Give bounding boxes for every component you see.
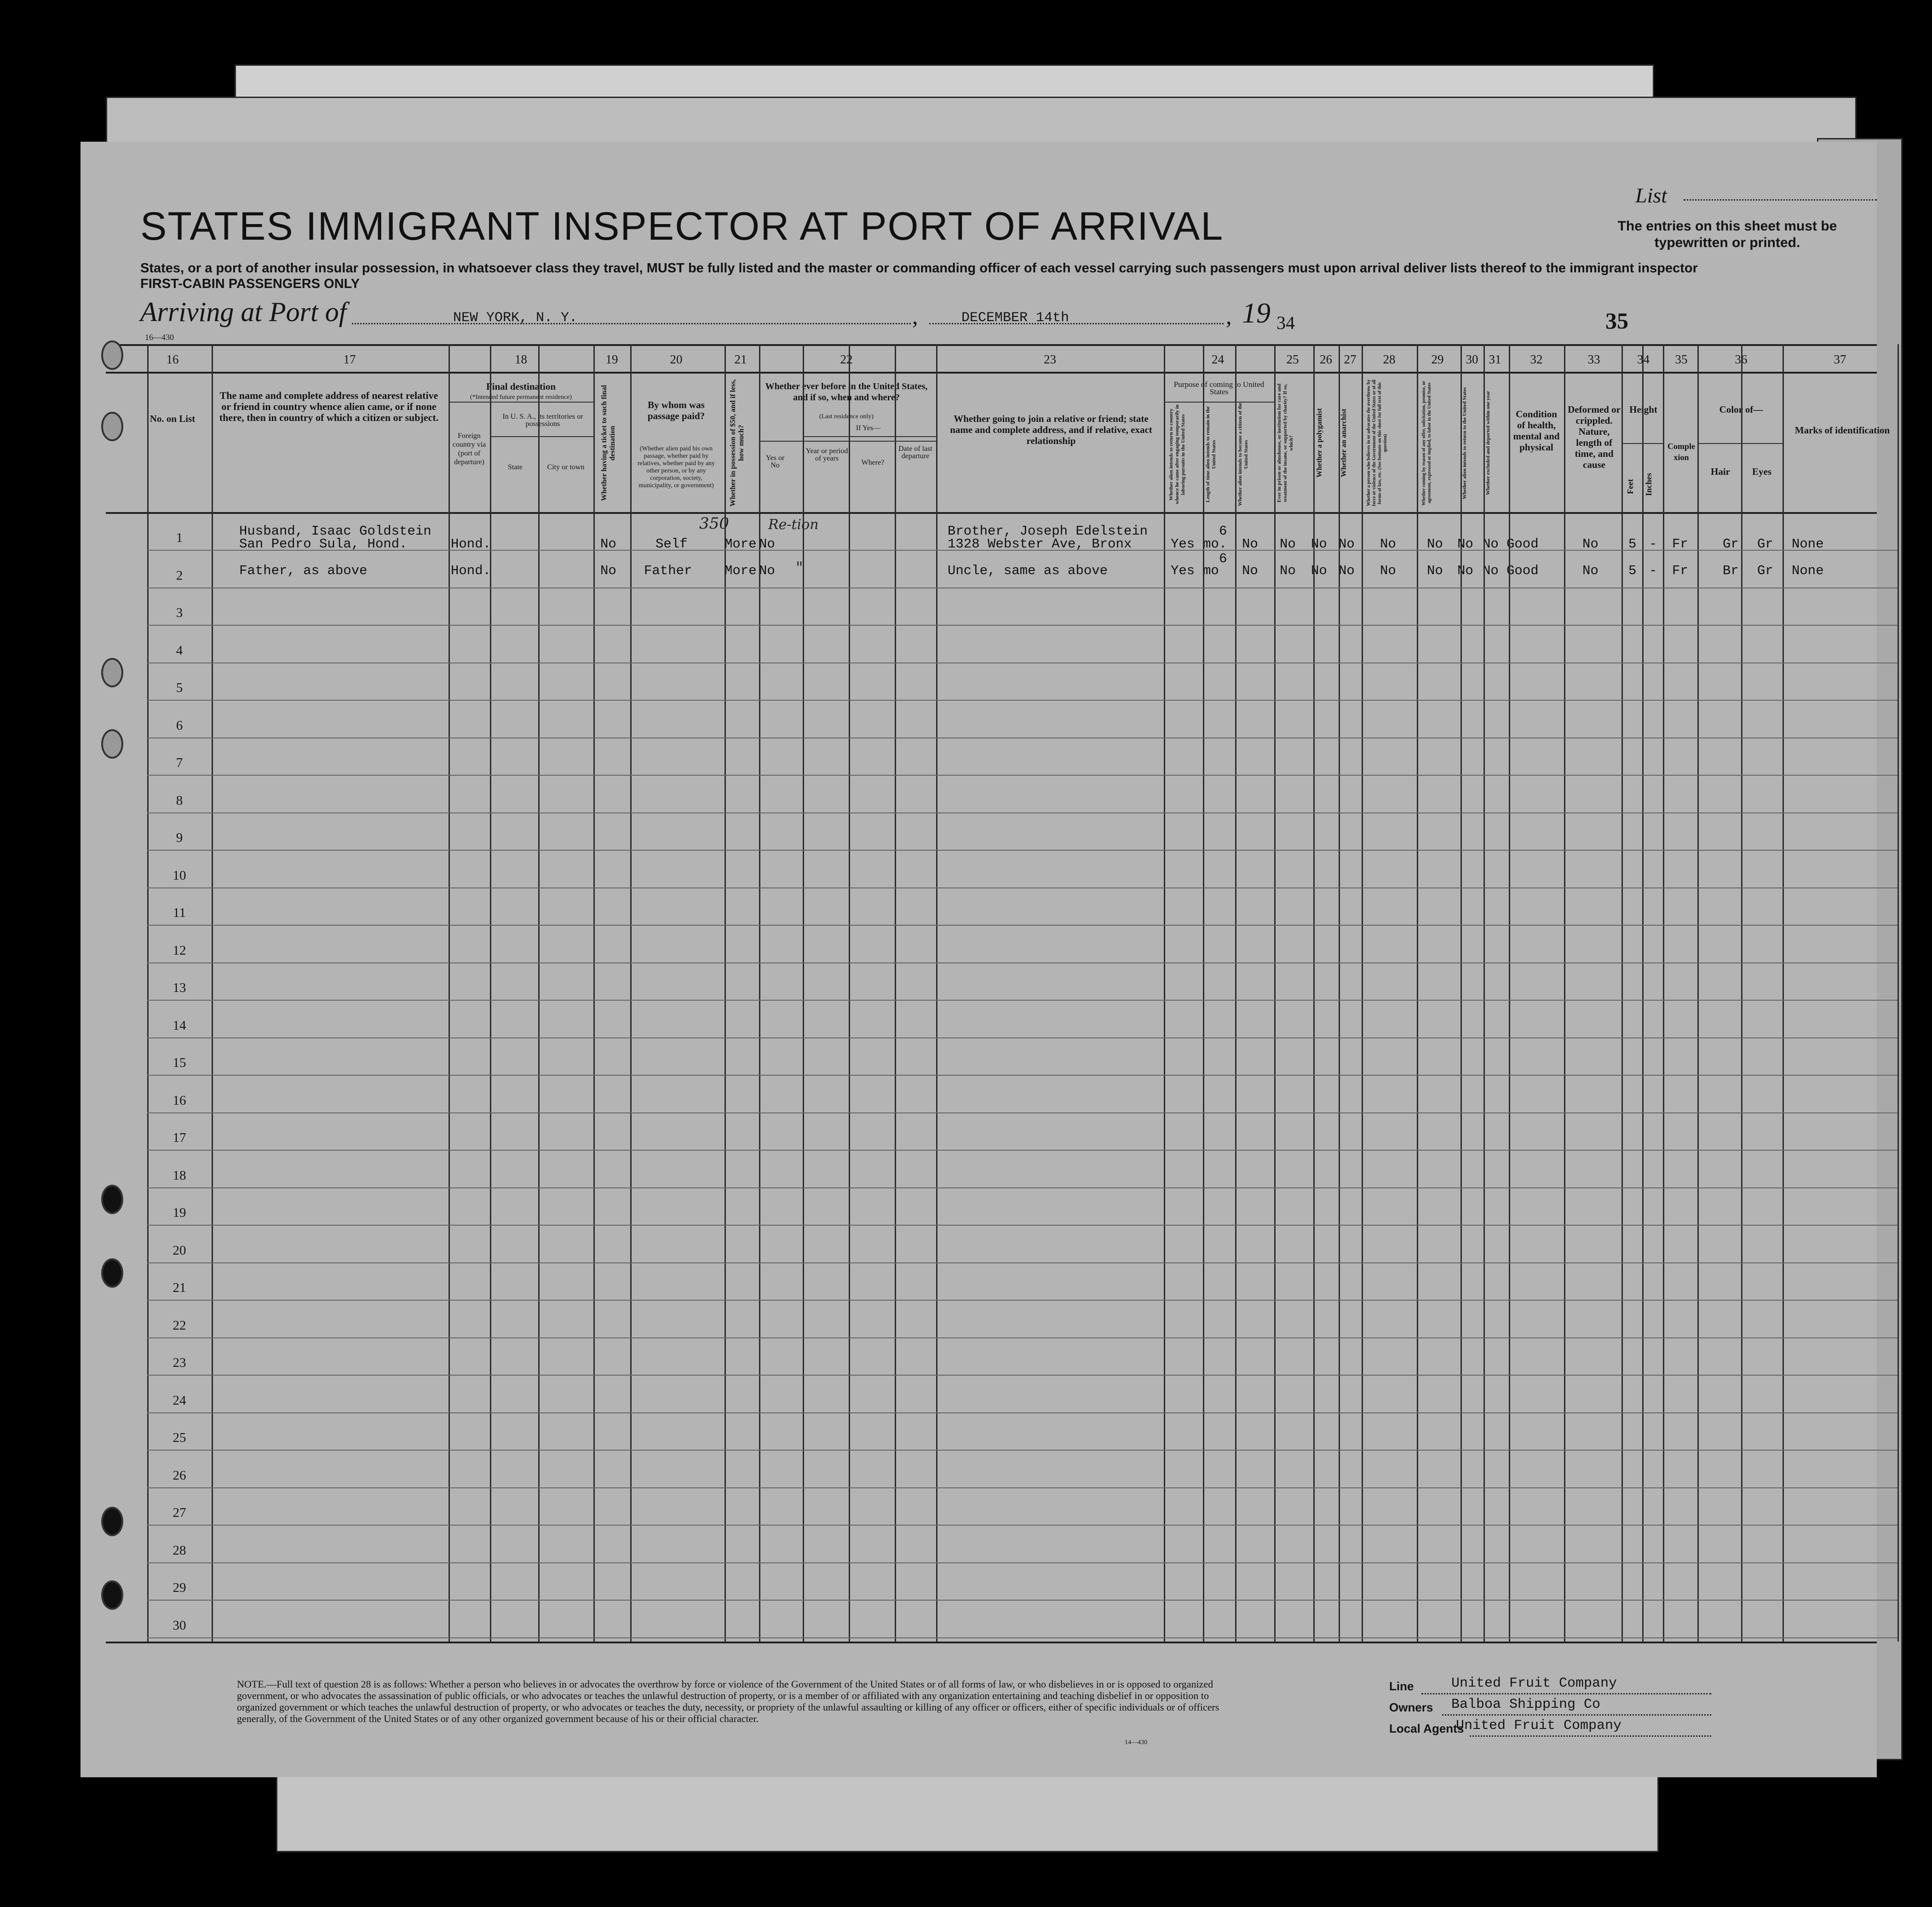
entry1-health: Good <box>1506 536 1539 552</box>
header-marks: Marks of identification <box>1794 425 1890 436</box>
row-number: 7 <box>176 755 183 770</box>
rule-top <box>106 344 1877 346</box>
header-date-departure: Date of last departure <box>898 445 932 460</box>
table-row-rule <box>147 1037 1898 1038</box>
page-number: 35 <box>1605 308 1628 334</box>
row-number: 9 <box>176 830 183 845</box>
entry2-foreign-country: Hond. <box>451 563 491 578</box>
header-labor-offer: Whether coming by reason of any offer, solicitation, promise, or agreement, expressed or implied, to labor in the United States <box>1421 380 1432 506</box>
colnum: 23 <box>1044 352 1056 366</box>
column-rule <box>803 344 804 1642</box>
table-row-rule <box>147 1187 1898 1188</box>
header-hair: Hair <box>1711 466 1730 477</box>
colnum: 31 <box>1489 352 1501 366</box>
table-row-rule <box>147 887 1898 888</box>
colnum: 16 <box>166 352 179 366</box>
entry1-anarchist: No <box>1339 536 1355 552</box>
table-row-rule <box>147 550 1898 551</box>
binder-hole <box>101 340 123 370</box>
table-row-rule <box>147 1300 1898 1301</box>
row-number: 11 <box>173 905 186 920</box>
column-rule <box>630 344 632 1642</box>
entry2-overthrow: No <box>1380 563 1396 578</box>
port-value: NEW YORK, N. Y. <box>453 310 578 326</box>
list-label: List <box>1635 184 1668 207</box>
entry1-paid-by: Self <box>656 536 688 552</box>
entry1-overthrow: No <box>1380 536 1396 552</box>
list-number-line <box>1684 199 1877 201</box>
entry2-complexion: Fr <box>1672 563 1688 578</box>
entry1-joining-line2: 1328 Webster Ave, Bronx <box>948 536 1132 552</box>
header-relative-address: The name and complete address of nearest relative or friend in country whence alien came, or if none there, then in country of which a citizen or subject. <box>219 390 439 423</box>
instruction-line-1: States, or a port of another insular possession, in whatsoever class they travel, MUST be fully listed and the master or commanding officer of each vessel carrying such passengers must upon arrival deliver lists thereof to the immigrant inspector <box>140 261 1698 276</box>
entry1-citizen: No <box>1242 536 1258 552</box>
header-purpose-citizen: Whether alien intends to become a citizen of the United States <box>1237 403 1249 507</box>
column-rule <box>1339 344 1340 1642</box>
row-number: 14 <box>172 1018 186 1033</box>
row-number: 23 <box>172 1355 186 1370</box>
table-row-rule <box>147 1637 1898 1638</box>
header-state: State <box>508 463 523 471</box>
entry1-purpose-return: Yes <box>1171 536 1195 552</box>
column-rule <box>1697 344 1699 1642</box>
header-passage-paid: By whom was passage paid? <box>647 399 705 421</box>
binder-hole <box>101 1258 123 1288</box>
header-if-yes: If Yes— <box>856 424 881 432</box>
header-final-destination-sub: (*Intended future permanent residence) <box>470 394 572 401</box>
header-feet: Feet <box>1626 479 1635 495</box>
table-row-rule <box>147 1150 1898 1151</box>
typewritten-note: The entries on this sheet must be typewritten or printed. <box>1617 219 1837 250</box>
table-row-rule <box>147 850 1898 851</box>
row-number: 16 <box>172 1093 186 1108</box>
row-number: 30 <box>172 1618 186 1633</box>
header-ticket: Whether having a ticket to such final destination <box>600 385 616 501</box>
colnum: 30 <box>1466 352 1478 366</box>
header-sub-rule <box>1697 443 1782 444</box>
entry2-eyes: Gr <box>1757 563 1773 578</box>
column-rule <box>1509 344 1510 1642</box>
line-label: Line <box>1389 1679 1414 1693</box>
column-rule <box>1782 344 1784 1642</box>
table-row-rule <box>147 737 1898 738</box>
column-rule <box>1622 344 1623 1642</box>
entry1-hair: Gr <box>1723 536 1739 552</box>
entry2-relative-line1: Father, as above <box>239 563 368 578</box>
column-rule <box>448 344 450 1642</box>
entry1-joining-line1: Brother, Joseph Edelstein <box>948 524 1148 539</box>
row-number: 27 <box>172 1505 186 1520</box>
entry2-purpose-return: Yes <box>1171 563 1195 578</box>
binder-hole <box>101 658 123 687</box>
entry2-length-unit: mo <box>1203 563 1219 578</box>
entry1-polygamist: No <box>1311 536 1327 552</box>
header-complexion: Complexion <box>1668 442 1695 462</box>
manifest-table <box>106 344 1890 1648</box>
row-number: 15 <box>172 1055 186 1070</box>
column-rule <box>724 344 726 1642</box>
local-agents-value: United Fruit Company <box>1456 1718 1622 1734</box>
line-underline <box>1421 1693 1711 1694</box>
column-rule <box>1642 344 1644 1642</box>
row-number: 19 <box>172 1205 186 1220</box>
row-number: 28 <box>172 1543 186 1558</box>
table-row-rule <box>147 1450 1898 1451</box>
header-final-destination: Final destination <box>486 381 556 392</box>
entry1-prison: No <box>1280 536 1296 552</box>
row-number: 1 <box>176 530 183 545</box>
colnum: 20 <box>670 352 683 366</box>
entry2-citizen: No <box>1242 563 1258 578</box>
entry2-height-inches: - <box>1649 563 1657 578</box>
row-number: 5 <box>176 680 183 695</box>
table-row-rule <box>147 925 1898 926</box>
footnote-form-code: 14—430 <box>1125 1739 1147 1746</box>
table-row-rule <box>147 1337 1898 1338</box>
entry2-height-feet: 5 <box>1628 563 1637 578</box>
column-rule <box>895 344 896 1642</box>
year-prefix: 19 <box>1242 298 1271 329</box>
header-where: Where? <box>861 459 885 467</box>
header-sub-rule <box>1622 443 1663 444</box>
header-overthrow: Whether a person who believes in or advocates the overthrow by force or violence of the Government of the United States or of all forms of law, etc. (See footnote on this sheet for full text of this question) <box>1366 380 1388 507</box>
header-ever-before-sub: (Last residence only) <box>819 413 874 420</box>
column-rule <box>1164 344 1165 1642</box>
table-row-rule <box>147 1225 1898 1226</box>
colnum: 21 <box>734 352 747 366</box>
entry1-eyes: Gr <box>1757 536 1773 552</box>
table-row-rule <box>147 812 1898 813</box>
entry1-height-feet: 5 <box>1628 536 1637 552</box>
entry1-ever-before-note: Re-tion <box>768 517 819 533</box>
header-purpose: Purpose of coming to United States <box>1173 380 1265 396</box>
binder-hole <box>101 1185 123 1214</box>
colnum: 25 <box>1286 352 1299 366</box>
header-deformed: Deformed or crippled. Nature, length of time, and cause <box>1568 404 1621 470</box>
row-number: 21 <box>172 1280 186 1295</box>
entry2-excluded: No <box>1483 563 1499 578</box>
colnum: 35 <box>1675 352 1688 366</box>
header-inches: Inches <box>1644 473 1653 496</box>
table-row-rule <box>147 625 1898 626</box>
colnum: 34 <box>1637 352 1650 366</box>
form-title: STATES IMMIGRANT INSPECTOR AT PORT OF ARRIVAL <box>140 204 1224 248</box>
entry2-ever-before-note: " <box>796 559 803 577</box>
entry2-joining-line1: Uncle, same as above <box>948 563 1108 578</box>
column-rule <box>1663 344 1664 1642</box>
table-row-rule <box>147 1262 1898 1263</box>
header-sub-rule <box>448 402 593 403</box>
entry2-health: Good <box>1506 563 1539 578</box>
entry2-marks: None <box>1792 563 1824 578</box>
column-rule <box>593 344 595 1642</box>
row-number: 26 <box>172 1468 186 1483</box>
header-prison: Ever in prison or almshouse, or institution for care and treatment of the insane, or supported by charity? If so, which? <box>1276 383 1294 503</box>
entry2-labor-offer: No <box>1427 563 1443 578</box>
year-suffix: 34 <box>1276 312 1295 333</box>
header-height: Height <box>1629 404 1657 415</box>
entry1-relative-line1: Husband, Isaac Goldstein <box>239 524 431 539</box>
table-row-rule <box>147 1375 1898 1376</box>
entry1-relative-line2: San Pedro Sula, Hond. <box>239 536 408 552</box>
table-row-rule <box>147 700 1898 701</box>
table-row-rule <box>147 1600 1898 1601</box>
entry2-length-num: 6 <box>1219 551 1227 566</box>
header-fifty-dollars: Whether in possession of $50, and if less, how much? <box>729 379 745 507</box>
header-ever-before: Whether ever before in the United States, and if so, when and where? <box>765 381 928 403</box>
form-code: 16—430 <box>145 333 174 342</box>
header-purpose-return: Whether alien intends to return to country whence he came after engaging temporarily in laboring pursuits in the United States <box>1168 404 1186 505</box>
colnum: 18 <box>515 352 527 366</box>
row-number: 24 <box>172 1393 186 1408</box>
row-number: 6 <box>176 718 183 733</box>
row-number: 17 <box>172 1130 186 1145</box>
row-number: 22 <box>172 1318 186 1333</box>
owners-underline <box>1442 1714 1711 1716</box>
entry2-ever-before: No <box>759 563 775 578</box>
header-year-period: Year or period of years <box>805 447 848 462</box>
table-row-rule <box>147 1075 1898 1076</box>
binder-hole <box>101 1580 123 1610</box>
rule-colnum <box>106 372 1877 374</box>
entry2-money: More <box>724 563 757 578</box>
arriving-label: Arriving at Port of <box>140 297 347 327</box>
column-rule <box>1313 344 1315 1642</box>
entry1-marks: None <box>1792 536 1824 552</box>
row-number: 20 <box>172 1243 186 1258</box>
entry2-anarchist: No <box>1339 563 1355 578</box>
colnum: 29 <box>1431 352 1444 366</box>
entry1-ticket: No <box>600 536 616 552</box>
entry1-excluded: No <box>1483 536 1499 552</box>
owners-value: Balboa Shipping Co <box>1451 1697 1601 1712</box>
colnum: 33 <box>1587 352 1600 366</box>
column-rule <box>538 344 540 1642</box>
entry2-hair: Br <box>1723 563 1739 578</box>
owners-label: Owners <box>1389 1700 1433 1714</box>
entry1-length-num: 6 <box>1219 524 1227 539</box>
date-value: DECEMBER 14th <box>961 310 1070 326</box>
table-row-rule <box>147 775 1898 776</box>
entry1-foreign-country: Hond. <box>451 536 491 552</box>
header-joining: Whether going to join a relative or friend; state name and complete address, and if relative, exact relationship <box>950 413 1152 446</box>
column-rule <box>490 344 491 1642</box>
colnum: 36 <box>1735 352 1748 366</box>
header-eyes: Eyes <box>1752 466 1771 477</box>
row-number: 3 <box>176 605 183 620</box>
table-row-rule <box>147 1487 1898 1488</box>
row-number: 4 <box>176 643 183 658</box>
entry1-ever-before: No <box>759 536 775 552</box>
entry1-complexion: Fr <box>1672 536 1688 552</box>
header-polygamist: Whether a polygamist <box>1316 408 1323 478</box>
entry1-labor-offer: No <box>1427 536 1443 552</box>
colnum: 37 <box>1834 352 1846 366</box>
local-agents-label: Local Agents <box>1389 1722 1464 1735</box>
instructions <box>140 260 1698 292</box>
entry2-polygamist: No <box>1311 563 1327 578</box>
column-rule <box>1460 344 1462 1642</box>
row-number: 18 <box>172 1168 186 1183</box>
column-rule <box>1484 344 1485 1642</box>
column-rule <box>1898 344 1899 1642</box>
colnum: 26 <box>1320 352 1332 366</box>
entry2-paid-by: Father <box>644 563 692 578</box>
entry1-money-note: 350 <box>699 514 729 533</box>
table-row-rule <box>147 1525 1898 1526</box>
column-rule <box>1417 344 1418 1642</box>
colnum: 19 <box>605 352 618 366</box>
entry1-money: More <box>724 536 757 552</box>
manifest-sheet <box>80 142 1890 1777</box>
entry1-deformed: No <box>1582 536 1598 552</box>
footnote-question-28: NOTE.—Full text of question 28 is as follows: Whether a person who believes in or advocates the overthrow by force or violence of the Government of the United States or of all forms of law, or who disbelieves in or is opposed to organized government, or who advocates the assassination of public officials, or who advocates or teaches the unlawful destruction of property, or is a member of or affiliated with any organization entertaining and teaching disbelief in or opposition to organized government or which teaches the unlawful destruction of property, or who advocates or teaches the duty, necessity, or propriety of the unlawful assaulting or killing of any officer or officers, either of specific individuals or of officers generally, of the Government of the United States or of any other organized government because of his or their official character. <box>237 1678 1219 1724</box>
row-number: 25 <box>172 1430 186 1445</box>
header-sub-rule <box>803 436 936 437</box>
header-no-on-list: No. on List <box>150 413 196 424</box>
header-anarchist: Whether an anarchist <box>1340 409 1348 478</box>
column-rule <box>759 344 760 1642</box>
entry2-deformed: No <box>1582 563 1598 578</box>
binder-hole <box>101 412 123 441</box>
column-rule <box>1274 344 1276 1642</box>
row-number: 2 <box>176 568 183 583</box>
colnum: 17 <box>343 352 356 366</box>
column-rule <box>1564 344 1565 1642</box>
binder-hole <box>101 1507 123 1536</box>
header-sub-rule <box>759 441 936 442</box>
header-yes-no: Yes or No <box>765 454 785 469</box>
entry1-return-us: No <box>1457 536 1473 552</box>
colnum: 22 <box>840 352 853 366</box>
header-sub-rule <box>490 436 593 437</box>
column-rule <box>1203 344 1204 1642</box>
rule-header-bottom <box>106 512 1877 514</box>
line-value: United Fruit Company <box>1451 1676 1617 1691</box>
header-city: City or town <box>547 463 585 471</box>
local-agents-underline <box>1470 1735 1711 1737</box>
column-rule <box>1362 344 1363 1642</box>
entry2-return-us: No <box>1457 563 1473 578</box>
table-row-rule <box>147 1412 1898 1413</box>
entry2-prison: No <box>1280 563 1296 578</box>
entry2-ticket: No <box>600 563 616 578</box>
row-number: 13 <box>172 980 186 995</box>
row-number: 12 <box>172 943 186 958</box>
table-row-rule <box>147 962 1898 963</box>
row-number: 10 <box>172 868 186 883</box>
colnum: 28 <box>1383 352 1396 366</box>
header-usa: In U. S. A., its territories or possessions <box>502 413 583 428</box>
instruction-line-2: FIRST-CABIN PASSENGERS ONLY <box>140 277 360 291</box>
column-rule <box>1235 344 1236 1642</box>
header-color-of: Color of— <box>1719 404 1763 415</box>
entry1-length-unit: mo. <box>1203 536 1227 552</box>
column-rule <box>849 344 850 1642</box>
comma-separator: , <box>1226 303 1232 329</box>
entry1-height-inches: - <box>1649 536 1657 552</box>
comma-separator: , <box>912 303 918 329</box>
binder-hole <box>101 729 123 759</box>
header-passage-paid-sub: (Whether alien paid his own passage, whether paid by relatives, whether paid by any other person, or by any corporation, society, municipality, or government) <box>637 445 715 489</box>
column-rule <box>1741 344 1742 1642</box>
header-sub-rule <box>1164 402 1274 403</box>
row-number: 29 <box>172 1580 186 1595</box>
header-foreign-country: Foreign country via (port of departure) <box>452 432 486 466</box>
rule-bottom <box>106 1642 1877 1643</box>
header-excluded: Whether excluded and deported within one year <box>1485 391 1491 495</box>
colnum: 27 <box>1344 352 1357 366</box>
table-row-rule <box>147 1112 1898 1113</box>
header-health: Condition of health, mental and physical <box>1513 409 1560 453</box>
table-row-rule <box>147 1000 1898 1001</box>
table-row-rule <box>147 1562 1898 1563</box>
port-line <box>352 323 911 324</box>
colnum: 32 <box>1530 352 1543 366</box>
column-rule <box>936 344 937 1642</box>
colnum: 24 <box>1212 352 1224 366</box>
header-purpose-length: Length of time alien intends to remain in the United States <box>1205 406 1217 503</box>
row-number: 8 <box>176 793 183 808</box>
header-return-us: Whether alien intends to return to the United States <box>1462 387 1467 499</box>
